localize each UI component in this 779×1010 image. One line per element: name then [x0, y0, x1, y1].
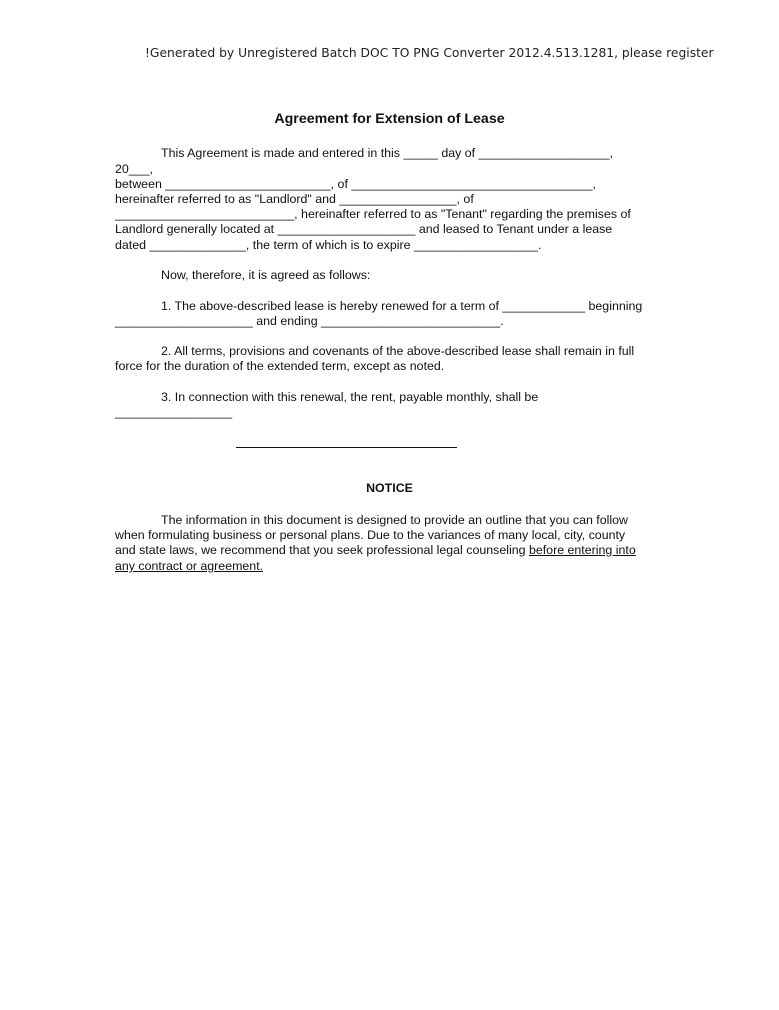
document-title: Agreement for Extension of Lease [274, 111, 505, 127]
intro-line: __________________________, hereinafter referred to as "Tenant" regarding the premises of [115, 207, 631, 221]
clause-3-line: _________________ [115, 405, 233, 419]
notice-heading: NOTICE [366, 481, 413, 495]
converter-watermark: !Generated by Unregistered Batch DOC TO PNG Converter 2012.4.513.1281, please register [145, 46, 714, 60]
notice-underlined-text: before entering into [528, 543, 636, 557]
intro-line: 20___, [115, 162, 153, 176]
notice-text: and state laws, we recommend that you seek professional legal counseling [115, 543, 529, 557]
intro-line: dated ______________, the term of which is to expire __________________. [115, 238, 542, 252]
signature-rule [236, 447, 457, 448]
clause-3-line: 3. In connection with this renewal, the rent, payable monthly, shall be [161, 390, 539, 404]
clause-1-line: ____________________ and ending __________________________. [115, 314, 504, 328]
notice-line: when formulating business or personal plans. Due to the variances of many local, city, county [115, 528, 626, 542]
clause-1-line: 1. The above-described lease is hereby renewed for a term of ____________ beginning [161, 299, 643, 313]
clause-2-line: 2. All terms, provisions and covenants of the above-described lease shall remain in full [161, 344, 635, 358]
clause-2-line: force for the duration of the extended term, except as noted. [115, 359, 445, 373]
notice-underlined-text: any contract or agreement. [115, 559, 264, 573]
intro-line: between ________________________, of ___________________________________, [115, 177, 596, 191]
notice-line: The information in this document is designed to provide an outline that you can follow [161, 513, 628, 527]
intro-line: This Agreement is made and entered in this _____ day of ___________________, [161, 146, 613, 160]
intro-line: hereinafter referred to as "Landlord" and _________________, of [115, 192, 474, 206]
notice-line [115, 558, 263, 574]
intro-line: Landlord generally located at ____________________ and leased to Tenant under a lease [115, 222, 613, 236]
notice-line [115, 542, 636, 558]
agreed-line: Now, therefore, it is agreed as follows: [161, 268, 371, 282]
